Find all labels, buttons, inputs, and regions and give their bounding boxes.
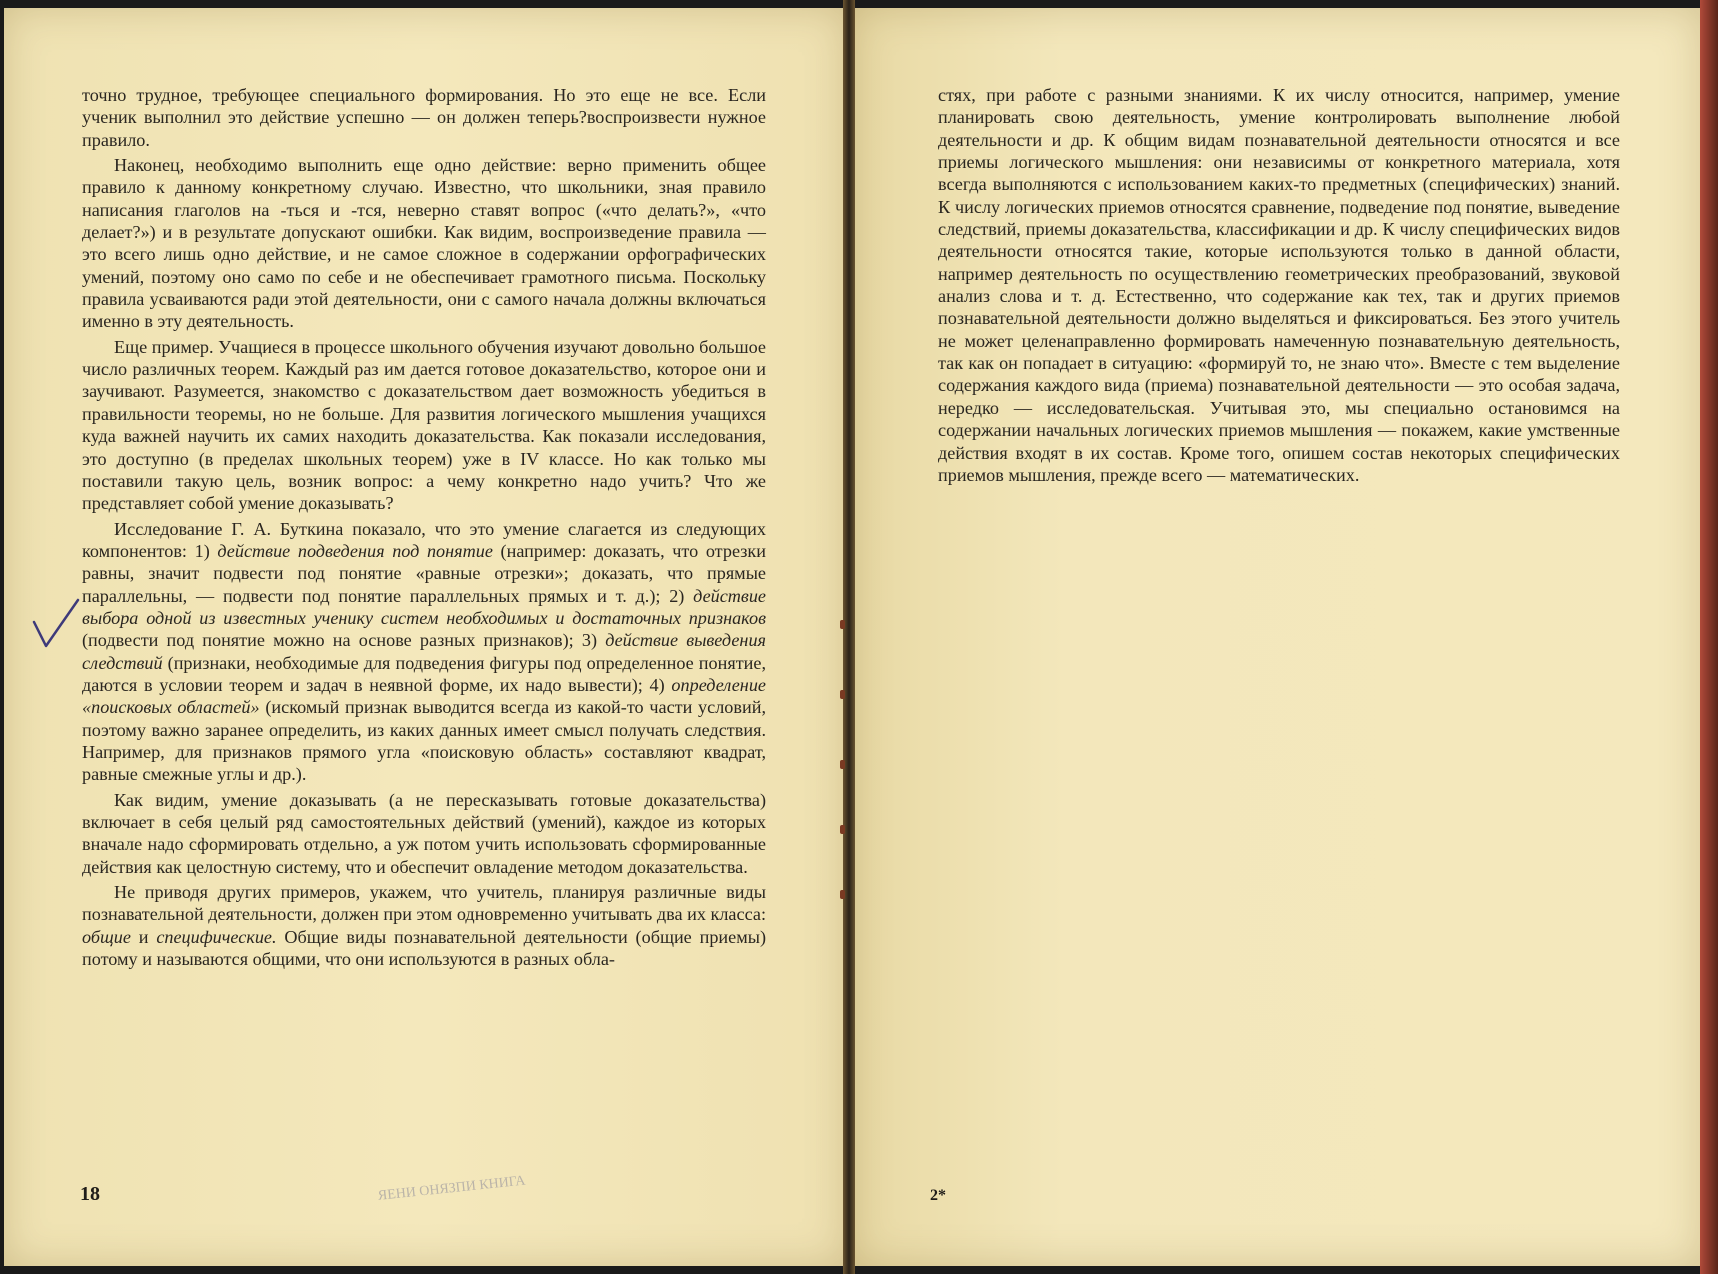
book-edge	[1700, 0, 1718, 1274]
paragraph-text: (искомый признак выводится всегда из какой-то части условий, поэтому важно заранее определить, из каких данных имеет смысл получать следствия. Например, для признаков прямого угла «поисковую область» составляют квадрат, равные смежные углы и др.).	[82, 697, 766, 785]
page-edge-marks	[838, 620, 848, 900]
handwritten-checkmark-icon	[28, 596, 84, 652]
right-page-text	[938, 84, 1620, 486]
italic-term: действие подведения под понятие	[217, 540, 493, 561]
italic-term: определение «поисковых областей»	[82, 674, 766, 718]
paragraph-lead: Исследование Г. А. Буткина показало, что это умение слагается из следующих компонентов: 1)	[82, 518, 766, 561]
edge-mark	[840, 690, 845, 699]
paragraph-text: (признаки, необходимые для подведения фигуры под определенное понятие, даются в условии теорем и задач в неявной форме, их надо вывести); 4)	[82, 652, 766, 695]
library-stamp: ЯЕНИ ОНЯЗПИ КНИГА	[377, 1173, 527, 1204]
edge-mark	[840, 760, 845, 769]
page-number: 18	[80, 1183, 100, 1205]
paragraph	[82, 881, 766, 970]
edge-mark	[840, 825, 845, 834]
paragraph-text: (подвести под понятие можно на основе разных признаков); 3)	[82, 630, 606, 651]
left-page-text	[82, 84, 766, 970]
edge-mark	[840, 890, 845, 899]
paragraph: Еще пример. Учащиеся в процессе школьного обучения изучают довольно большое число различных теорем. Каждый раз им дается готовое доказательство, которое они и заучивают. Разумеется, знакомство с доказательством дает возможность убедиться в правильности теоремы, но не больше. Для развития логического мышления учащихся куда важней научить их самих находить доказательства. Как показали исследования, это доступно (в пределах школьных теорем) уже в IV классе. Но как только мы поставили такую цель, возник вопрос: а чему конкретно надо учить? Что же представляет собой умение доказывать?	[82, 336, 766, 514]
italic-term: действие выбора одной из известных ученику систем необходимых и достаточных признаков	[82, 585, 766, 628]
paragraph	[82, 518, 766, 786]
page-signature-mark: 2*	[930, 1187, 946, 1204]
paragraph: Наконец, необходимо выполнить еще одно действие: верно применить общее правило к данному конкретному случаю. Известно, что школьники, зная правило написания глаголов на -ться и -тся, неверно ставят вопрос («что делать?», «что делает?») и в результате допускают ошибки. Как видим, воспроизведение правила — это всего лишь одно действие, и не самое сложное в содержании орфографических умений, поэтому оно само по себе и не обеспечивает грамотного письма. Поскольку правила усваиваются ради этой деятельности, они с самого начала должны включаться именно в эту деятельность.	[82, 155, 766, 332]
italic-term: общие	[82, 926, 131, 947]
paragraph: Как видим, умение доказывать (а не пересказывать готовые доказательства) включает в себя целый ряд самостоятельных действий (умений), каждое из которых вначале надо сформировать отдельно, а уж потом учить использовать сформированные действия как целостную систему, что и обеспечит овладение методом доказательства.	[82, 789, 766, 877]
paragraph-text: Общие виды познавательной деятельности (общие приемы) потому и называются общими, что они используются в разных обла-	[82, 926, 767, 970]
italic-term: действие выведения следствий	[82, 630, 766, 673]
paragraph-lead: Не приводя других примеров, укажем, что учитель, планируя различные виды познавательной деятельности, должен при этом одновременно учитывать два их класса:	[82, 882, 766, 925]
edge-mark	[840, 620, 845, 629]
paragraph: точно трудное, требующее специального формирования. Но это еще не все. Если ученик выполнил это действие успешно — он должен теперь?воспроизвести нужное правило.	[82, 85, 766, 150]
paragraph: стях, при работе с разными знаниями. К их числу относится, например, умение планировать свою деятельность, умение контролировать выполнение любой деятельности и др. К общим видам познавательной деятельности относятся и все приемы логического мышления: они независимы от конкретного материала, хотя всегда выполняются с использованием каких-то предметных (специфических) знаний. К числу логических приемов относятся сравнение, подведение под понятие, выведение следствий, приемы доказательства, классификации и др. К числу специфических видов деятельности относятся такие, которые используются только в данной области, например деятельность по осуществлению геометрических преобразований, звуковой анализ слова и т. д. Естественно, что содержание как тех, так и других приемов познавательной деятельности должно выделяться и фиксироваться. Без этого учитель не может целенаправленно формировать намеченную познавательную деятельность, так как он попадает в ситуацию: «формируй то, не знаю что». Вместе с тем выделение содержания каждого вида (приема) познавательной деятельности — это особая задача, нередко — исследовательская. Учитывая это, мы специально остановимся на содержании начальных логических приемов мышления — покажем, какие умственные действия входят в их состав. Кроме того, опишем состав некоторых специфических приемов мышления, прежде всего — математических.	[938, 85, 1620, 485]
italic-term: специфические.	[156, 926, 277, 947]
paragraph-text: и	[130, 926, 157, 947]
paragraph-text: (например: доказать, что отрезки равны, значит подвести под понятие «равные отрезки»; доказать, что прямые параллельны, — подвести под понятие параллельных прямых и т. д.); 2)	[82, 540, 766, 606]
